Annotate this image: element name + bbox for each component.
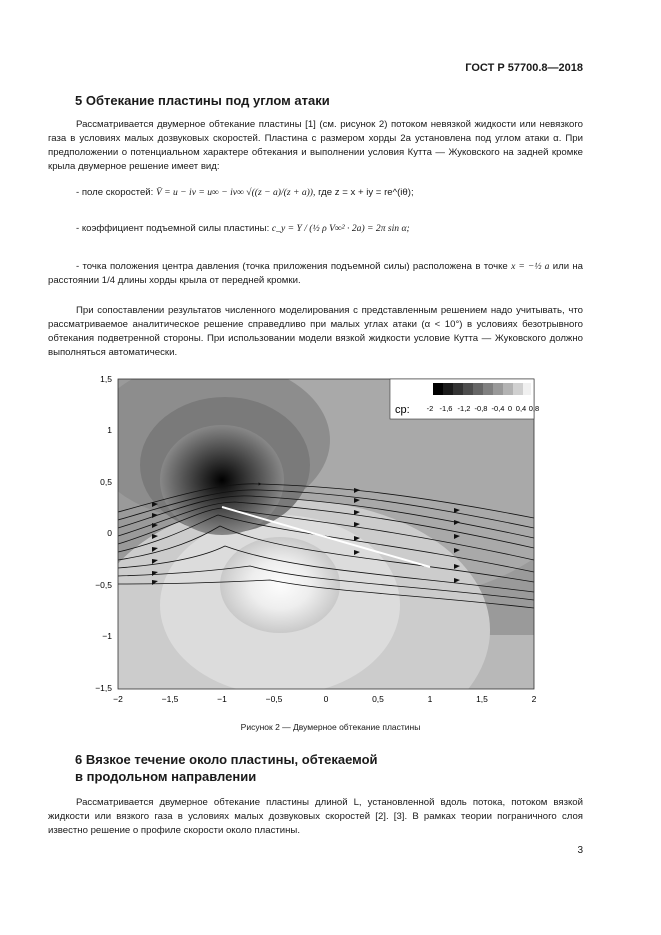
- x-tick: 1,5: [476, 694, 488, 704]
- legend-tick: 0,4: [515, 404, 527, 413]
- x-tick: 2: [531, 694, 537, 704]
- section-5-paragraph-1: Рассматривается двумерное обтекание пластины [1] (см. рисунок 2) потоком невязкой жидкости или невязкого газа в условиях малых дозвуковых скоростей. Пластина с размером хорды 2a установлена под углом атаки α. При предположении о потенциальном характере обтекания и выполнении условия Кутта — Жуковского на задней кромке крыла двумерное решение имеет вид:: [48, 119, 583, 172]
- x-axis-ticks: [113, 694, 536, 704]
- formula-item-lift: [48, 222, 583, 236]
- section-6-paragraph: Рассматривается двумерное обтекание пластины длиной L, установленной вдоль потока, потоком вязкой жидкости или вязкого газа в условиях малых дозвуковых скоростей [2]. [3]. В рамках теории пограничного слоя известно решение о профиле скорости около пластины.: [48, 797, 583, 836]
- standard-number: ГОСТ Р 57700.8—2018: [465, 62, 583, 74]
- x-tick: −1: [217, 694, 227, 704]
- colorbar-legend: [390, 379, 539, 419]
- x-tick: 0,5: [372, 694, 384, 704]
- legend-tick: 0,8: [528, 404, 540, 413]
- high-pressure-region: [220, 537, 340, 633]
- page-number: 3: [577, 845, 583, 856]
- pressure-center-formula: x = −½ a: [511, 261, 550, 272]
- x-tick: −1,5: [161, 694, 179, 704]
- y-tick: 0: [107, 528, 112, 538]
- section-6-title-line-1: 6 Вязкое течение около пластины, обтекаемой: [75, 752, 378, 767]
- velocity-where: где z = x + iy = re^(iθ);: [318, 187, 414, 198]
- figure-caption: Рисунок 2 — Двумерное обтекание пластины: [240, 722, 421, 732]
- y-tick: 0,5: [100, 477, 112, 487]
- legend-tick: -1,2: [457, 404, 471, 413]
- section-6-title-line-2: в продольном направлении: [75, 769, 257, 784]
- legend-label: cp:: [395, 404, 410, 416]
- y-tick: −1,5: [95, 683, 112, 693]
- pressure-center-text-a: - точка положения центра давления (точка приложения подъемной силы) расположена в точке: [76, 261, 508, 272]
- x-tick: −0,5: [265, 694, 283, 704]
- legend-ticks: [427, 404, 540, 413]
- formula-item-velocity: [48, 186, 583, 200]
- legend-tick: -0,8: [474, 404, 488, 413]
- velocity-formula: V̄ = u − iv = u∞ − iv∞ √((z − a)/(z + a)),: [156, 187, 316, 198]
- lift-formula: c_y = Y / (½ ρ V∞² · 2a) = 2π sin α;: [271, 223, 410, 234]
- y-tick: −1: [102, 631, 112, 641]
- formula-item-pressure-center: [48, 260, 583, 288]
- x-tick: 0: [323, 694, 329, 704]
- flow-figure: [60, 370, 550, 710]
- legend-tick: -1,6: [439, 404, 453, 413]
- plot-area: [90, 370, 550, 710]
- section-5-paragraph-2: При сопоставлении результатов численного моделирования с представленным решением надо учитывать, что рассматриваемое аналитическое решение справедливо при малых углах атаки (α < 10°) в условиях безотрывного обтекания подветренной стороны. При использовании модели вязкой жидкости условие Кутта — Жуковского должно выполняться автоматически.: [48, 305, 583, 358]
- y-axis-ticks: [95, 374, 112, 693]
- x-tick: −2: [113, 694, 123, 704]
- colorbar: [433, 383, 531, 395]
- legend-tick: -2: [426, 404, 434, 413]
- pressure-center-text-b: или на расстоянии 1/4 длины хорды крыла от передней кромки.: [48, 261, 583, 286]
- y-tick: 1,5: [100, 374, 112, 384]
- x-tick: 1: [427, 694, 433, 704]
- y-tick: 1: [107, 425, 112, 435]
- velocity-label: - поле скоростей:: [76, 187, 154, 198]
- section-5-title: 5 Обтекание пластины под углом атаки: [75, 93, 330, 108]
- legend-tick: 0: [507, 404, 513, 413]
- y-tick: −0,5: [95, 580, 112, 590]
- legend-tick: -0,4: [491, 404, 505, 413]
- lift-label: - коэффициент подъемной силы пластины:: [76, 223, 270, 234]
